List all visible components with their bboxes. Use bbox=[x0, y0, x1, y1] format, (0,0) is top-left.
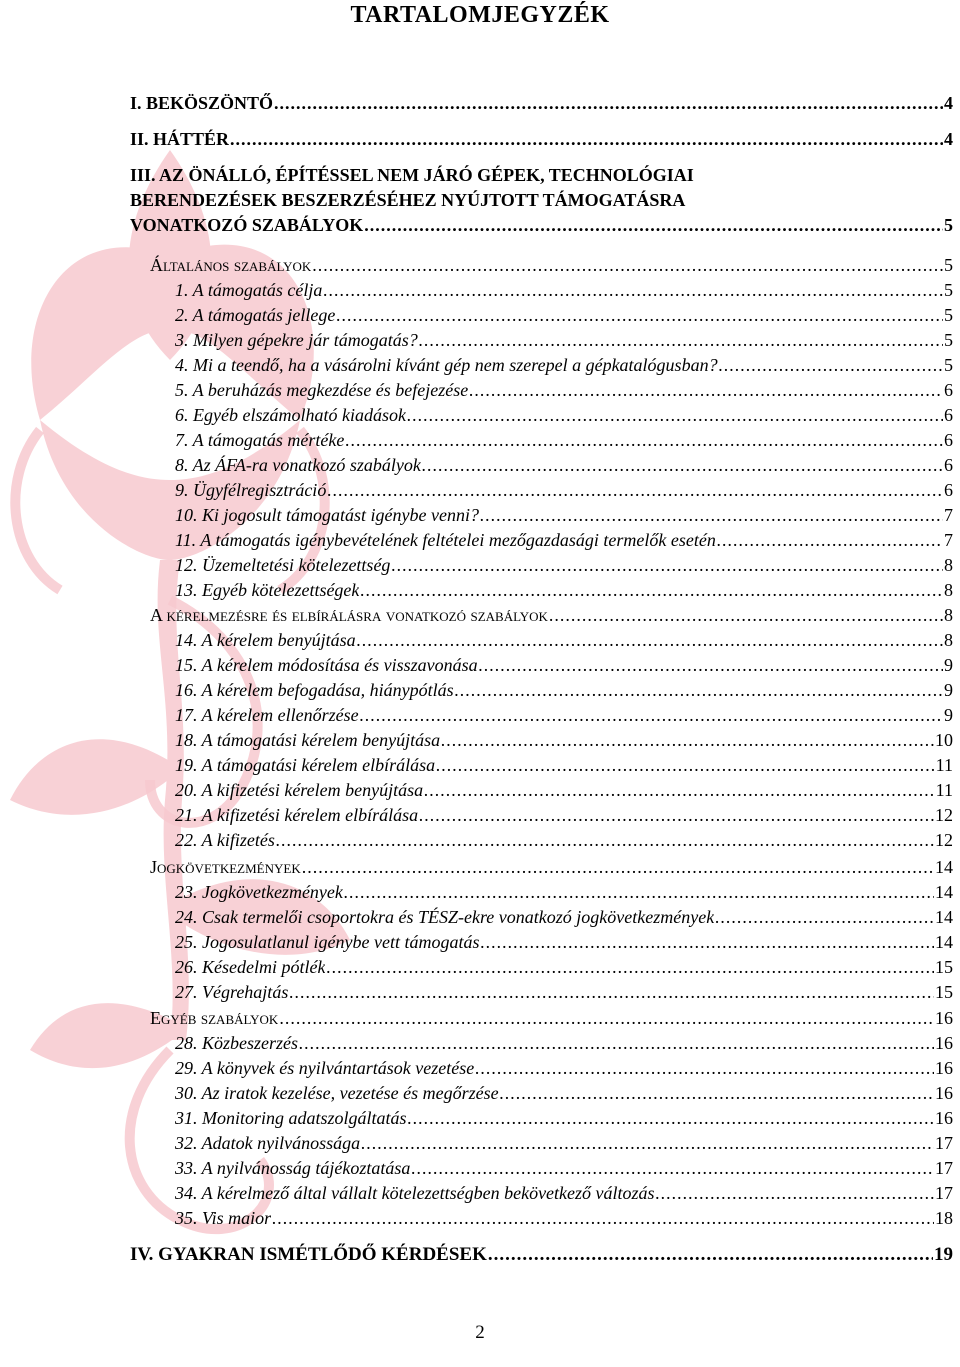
toc-entry-page: 7 bbox=[944, 530, 953, 550]
toc-entry-label: 32. Adatok nyilvánossága bbox=[175, 1133, 361, 1153]
dot-leader bbox=[344, 880, 934, 904]
dot-leader bbox=[230, 127, 943, 151]
toc-entry-label: 21. A kifizetési kérelem elbírálása bbox=[175, 805, 419, 825]
toc-entry[interactable] bbox=[130, 213, 953, 237]
toc-entry[interactable] bbox=[175, 653, 953, 677]
toc-entry-page: 5 bbox=[944, 280, 953, 300]
toc-entry[interactable] bbox=[175, 1181, 953, 1205]
toc-entry-page: 10 bbox=[935, 730, 953, 750]
toc-entry-page: 11 bbox=[935, 755, 953, 775]
toc-entry-page: 6 bbox=[944, 405, 953, 425]
dot-leader bbox=[361, 1131, 934, 1155]
toc-entry-page: 18 bbox=[935, 1208, 953, 1228]
toc-entry-page: 8 bbox=[944, 630, 953, 650]
toc-entry-page: 4 bbox=[944, 129, 953, 149]
toc-entry-page: 15 bbox=[935, 957, 953, 977]
toc-entry-page: 5 bbox=[944, 255, 953, 275]
toc-entry-page: 14 bbox=[935, 882, 953, 902]
toc-entry[interactable] bbox=[150, 1006, 953, 1030]
toc-entry[interactable] bbox=[175, 930, 953, 954]
toc-entry[interactable] bbox=[175, 803, 953, 827]
dot-leader bbox=[336, 303, 943, 327]
toc-entry-page: 17 bbox=[935, 1133, 953, 1153]
toc-entry-label: 35. Vis maior bbox=[175, 1208, 272, 1228]
toc-entry-page: 15 bbox=[935, 982, 953, 1002]
toc-entry-page: 12 bbox=[935, 830, 953, 850]
toc-entry[interactable] bbox=[175, 955, 953, 979]
toc-entry-label: 13. Egyéb kötelezettségek bbox=[175, 580, 360, 600]
dot-leader bbox=[717, 528, 943, 552]
toc-entry[interactable] bbox=[175, 528, 953, 552]
toc-entry-page: 8 bbox=[944, 580, 953, 600]
dot-leader bbox=[479, 653, 943, 677]
dot-leader bbox=[302, 855, 934, 879]
toc-entry[interactable] bbox=[175, 453, 953, 477]
dot-leader bbox=[407, 403, 943, 427]
dot-leader bbox=[274, 91, 943, 115]
toc-entry-page: 11 bbox=[935, 780, 953, 800]
toc-entry-label: 26. Késedelmi pótlék bbox=[175, 957, 326, 977]
dot-leader bbox=[408, 1106, 934, 1130]
toc-entry-label: 5. A beruházás megkezdése és befejezése bbox=[175, 380, 469, 400]
toc-entry-page: 16 bbox=[935, 1108, 953, 1128]
toc-entry-label: 10. Ki jogosult támogatást igénybe venni? bbox=[175, 505, 479, 525]
toc-entry[interactable] bbox=[175, 478, 953, 502]
toc-entry-label: 7. A támogatás mértéke bbox=[175, 430, 345, 450]
toc-entry-label: VONATKOZÓ SZABÁLYOK bbox=[130, 215, 364, 235]
toc-entry[interactable] bbox=[175, 753, 953, 777]
dot-leader bbox=[289, 980, 934, 1004]
toc-entry[interactable] bbox=[150, 855, 953, 879]
dot-leader bbox=[312, 253, 943, 277]
dot-leader bbox=[357, 628, 943, 652]
toc-entry[interactable] bbox=[175, 880, 953, 904]
toc-entry-page: 9 bbox=[944, 680, 953, 700]
toc-entry-page: 16 bbox=[935, 1008, 953, 1028]
dot-leader bbox=[475, 1056, 934, 1080]
toc-entry-label: IV. GYAKRAN ISMÉTLŐDŐ KÉRDÉSEK bbox=[130, 1244, 487, 1265]
toc-entry[interactable] bbox=[175, 1131, 953, 1155]
toc-entry-label: A kérelmezésre és elbírálásra vonatkozó szabályok bbox=[150, 605, 548, 625]
toc-entry-label: 2. A támogatás jellege bbox=[175, 305, 336, 325]
toc-entry-label: 17. A kérelem ellenőrzése bbox=[175, 705, 359, 725]
toc-entry-label: 9. Ügyfélregisztráció bbox=[175, 480, 327, 500]
toc-entry-label: 8. Az ÁFA-ra vonatkozó szabályok bbox=[175, 455, 421, 475]
dot-leader bbox=[345, 428, 943, 452]
toc-entry-label: 4. Mi a teendő, ha a vásárolni kívánt gép nem szerepel a gépkatalógusban? bbox=[175, 355, 718, 375]
toc-entry[interactable] bbox=[175, 278, 953, 302]
toc-entry-label-line: BERENDEZÉSEK BESZERZÉSÉHEZ NYÚJTOTT TÁMOGATÁSRA bbox=[130, 190, 686, 210]
toc-entry[interactable] bbox=[175, 303, 953, 327]
dot-leader bbox=[411, 1156, 934, 1180]
toc-entry[interactable] bbox=[175, 403, 953, 427]
toc-entry[interactable] bbox=[175, 980, 953, 1004]
toc-entry[interactable] bbox=[175, 553, 953, 577]
dot-leader bbox=[327, 478, 943, 502]
toc-entry-label: Egyéb szabályok bbox=[150, 1008, 279, 1028]
toc-entry-label: Általános szabályok bbox=[150, 255, 312, 275]
toc-entry-label: 20. A kifizetési kérelem benyújtása bbox=[175, 780, 424, 800]
toc-entry[interactable] bbox=[175, 1056, 953, 1080]
toc-entry-page: 12 bbox=[935, 805, 953, 825]
dot-leader bbox=[391, 553, 943, 577]
page-title: TARTALOMJEGYZÉK bbox=[350, 2, 610, 28]
dot-leader bbox=[360, 703, 943, 727]
toc-entry-label: Jogkövetkezmények bbox=[150, 857, 301, 877]
toc-entry[interactable] bbox=[175, 1156, 953, 1180]
toc-entry[interactable] bbox=[175, 378, 953, 402]
toc-entry-label: 16. A kérelem befogadása, hiánypótlás bbox=[175, 680, 454, 700]
dot-leader bbox=[549, 603, 943, 627]
toc-entry-label-line: III. AZ ÖNÁLLÓ, ÉPÍTÉSSEL NEM JÁRÓ GÉPEK, TECHNOLÓGIAI bbox=[130, 165, 694, 185]
toc-entry-label: 34. A kérelmező által vállalt kötelezettségben bekövetkező változás bbox=[175, 1183, 655, 1203]
toc-entry[interactable] bbox=[175, 353, 953, 377]
toc-entry[interactable] bbox=[175, 728, 953, 752]
toc-entry-label: 30. Az iratok kezelése, vezetése és megőrzése bbox=[175, 1083, 499, 1103]
toc-entry-label: 27. Végrehajtás bbox=[175, 982, 289, 1002]
toc-entry[interactable] bbox=[175, 628, 953, 652]
dot-leader bbox=[424, 778, 935, 802]
toc-entry-label: 28. Közbeszerzés bbox=[175, 1033, 299, 1053]
toc-entry-page: 17 bbox=[935, 1158, 953, 1178]
toc-entry-label: 19. A támogatási kérelem elbírálása bbox=[175, 755, 436, 775]
toc-entry-label: 1. A támogatás célja bbox=[175, 280, 323, 300]
toc-entry-page: 5 bbox=[944, 330, 953, 350]
toc-entry-page: 6 bbox=[944, 430, 953, 450]
toc-entry-label: 18. A támogatási kérelem benyújtása bbox=[175, 730, 441, 750]
toc-entry-label: 11. A támogatás igénybevételének feltételei mezőgazdasági termelők esetén bbox=[175, 530, 716, 550]
dot-leader bbox=[480, 930, 934, 954]
toc-entry[interactable] bbox=[175, 678, 953, 702]
page-number: 2 bbox=[475, 1322, 485, 1343]
dot-leader bbox=[422, 453, 943, 477]
dot-leader bbox=[469, 378, 943, 402]
toc-entry-page: 14 bbox=[935, 907, 953, 927]
toc-entry-page: 4 bbox=[944, 93, 953, 113]
toc-entry-page: 8 bbox=[944, 605, 953, 625]
dot-leader bbox=[419, 803, 934, 827]
toc-entry-label: 33. A nyilvánosság tájékoztatása bbox=[175, 1158, 411, 1178]
toc-entry-label: 25. Jogosulatlanul igénybe vett támogatás bbox=[175, 932, 480, 952]
toc-entry-page: 16 bbox=[935, 1033, 953, 1053]
dot-leader bbox=[656, 1181, 934, 1205]
dot-leader bbox=[299, 1031, 934, 1055]
dot-leader bbox=[719, 353, 943, 377]
toc-entry[interactable] bbox=[175, 328, 953, 352]
toc-entry-page: 9 bbox=[944, 655, 953, 675]
dot-leader bbox=[326, 955, 934, 979]
dot-leader bbox=[364, 213, 943, 237]
toc-entry[interactable] bbox=[130, 1243, 953, 1267]
toc-entry[interactable] bbox=[130, 127, 953, 151]
toc-entry-label: 22. A kifizetés bbox=[175, 830, 275, 850]
toc-entry[interactable] bbox=[175, 778, 953, 802]
toc-entry-page: 7 bbox=[944, 505, 953, 525]
toc-entry-label: 29. A könyvek és nyilvántartások vezetése bbox=[175, 1058, 475, 1078]
toc-entry-page: 16 bbox=[935, 1058, 953, 1078]
toc-entry-page: 5 bbox=[944, 305, 953, 325]
toc-entry-label: I. BEKÖSZÖNTŐ bbox=[130, 93, 274, 113]
dot-leader bbox=[441, 728, 934, 752]
dot-leader bbox=[279, 1006, 934, 1030]
toc-entry[interactable] bbox=[175, 905, 953, 929]
toc-entry-label: 31. Monitoring adatszolgáltatás bbox=[175, 1108, 407, 1128]
toc-entry[interactable] bbox=[175, 428, 953, 452]
toc-entry[interactable] bbox=[150, 603, 953, 627]
toc-entry-label: 3. Milyen gépekre jár támogatás? bbox=[175, 330, 418, 350]
dot-leader bbox=[488, 1243, 933, 1267]
toc-entry-page: 5 bbox=[944, 355, 953, 375]
toc-entry-page: 16 bbox=[935, 1083, 953, 1103]
toc-entry-page: 8 bbox=[944, 555, 953, 575]
dot-leader bbox=[715, 905, 934, 929]
toc-entry-label: II. HÁTTÉR bbox=[130, 129, 230, 149]
toc-entry-label: 12. Üzemeltetési kötelezettség bbox=[175, 555, 391, 575]
toc-entry[interactable] bbox=[175, 1206, 953, 1230]
toc-entry-page: 9 bbox=[944, 705, 953, 725]
toc-entry[interactable] bbox=[175, 1031, 953, 1055]
dot-leader bbox=[276, 828, 934, 852]
toc-entry[interactable] bbox=[175, 703, 953, 727]
toc-entry-label: 15. A kérelem módosítása és visszavonása bbox=[175, 655, 478, 675]
toc-entry-page: 19 bbox=[934, 1244, 953, 1265]
toc-entry[interactable] bbox=[175, 828, 953, 852]
toc-entry-page: 6 bbox=[944, 480, 953, 500]
toc-entry[interactable] bbox=[175, 578, 953, 602]
dot-leader bbox=[419, 328, 943, 352]
toc-entry[interactable] bbox=[150, 253, 953, 277]
toc-entry-page: 5 bbox=[944, 215, 953, 235]
toc-entry-label: 14. A kérelem benyújtása bbox=[175, 630, 356, 650]
toc-entry-page: 6 bbox=[944, 380, 953, 400]
dot-leader bbox=[323, 278, 943, 302]
toc-entry-label: 23. Jogkövetkezmények bbox=[175, 882, 343, 902]
toc-entry-page: 14 bbox=[935, 857, 953, 877]
toc-entry-label: 6. Egyéb elszámolható kiadások bbox=[175, 405, 406, 425]
toc-entry-page: 6 bbox=[944, 455, 953, 475]
dot-leader bbox=[455, 678, 943, 702]
toc-entry-page: 14 bbox=[935, 932, 953, 952]
toc-entry-label: 24. Csak termelői csoportokra és TÉSZ-ekre vonatkozó jogkövetkezmények bbox=[175, 907, 715, 927]
toc-entry[interactable] bbox=[130, 91, 953, 115]
toc-entry[interactable] bbox=[175, 1081, 953, 1105]
dot-leader bbox=[272, 1206, 934, 1230]
dot-leader bbox=[436, 753, 935, 777]
dot-leader bbox=[500, 1081, 934, 1105]
dot-leader bbox=[480, 503, 943, 527]
toc-entry-page: 17 bbox=[935, 1183, 953, 1203]
toc-entry[interactable] bbox=[175, 1106, 953, 1130]
dot-leader bbox=[360, 578, 943, 602]
toc-entry[interactable] bbox=[175, 503, 953, 527]
